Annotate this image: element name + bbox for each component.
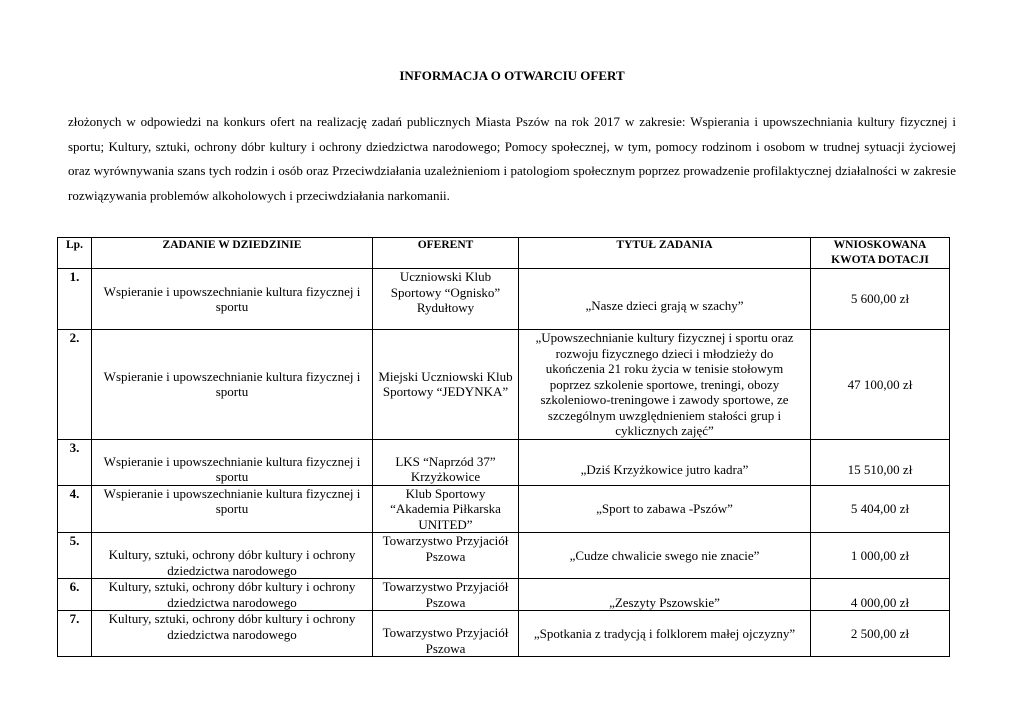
row-lp: 2. bbox=[58, 330, 92, 440]
table-row bbox=[58, 330, 950, 440]
offers-table bbox=[57, 237, 950, 657]
header-lp: Lp. bbox=[58, 238, 92, 269]
row-kwota: 15 510,00 zł bbox=[811, 439, 950, 485]
table-row bbox=[58, 439, 950, 485]
header-kwota: WNIOSKOWANA KWOTA DOTACJI bbox=[811, 238, 950, 269]
row-zadanie: Kultury, sztuki, ochrony dóbr kultury i ochrony dziedzictwa narodowego bbox=[92, 611, 373, 657]
row-tytul: „Upowszechnianie kultury fizycznej i sportu oraz rozwoju fizycznego dzieci i młodzieży do ukończenia 21 roku życia w tenisie stołowym poprzez szkolenie sportowe, treningi, obozy szkoleniowo-treningowe i zawody sportowe, ze szczególnym uwzględnieniem stałości grup i cyklicznych zajęć” bbox=[519, 330, 811, 440]
intro-paragraph: złożonych w odpowiedzi na konkurs ofert na realizację zadań publicznych Miasta Pszów na rok 2017 w zakresie: Wspierania i upowszechniania kultury fizycznej i sportu; Kultury, sztuki, ochrony dóbr kultury i ochrony dziedzictwa narodowego; Pomocy społecznej, w tym, pomocy rodzinom i osobom w trudnej sytuacji życiowej oraz wyrównywania szans tych rodzin i osób oraz Przeciwdziałania uzależnieniom i patologiom społecznym poprzez prowadzenie profilaktycznej działalności w zakresie rozwiązywania problemów alkoholowych i przeciwdziałania narkomanii. bbox=[68, 114, 956, 203]
row-oferent: Towarzystwo Przyjaciół Pszowa bbox=[373, 533, 519, 579]
row-kwota: 4 000,00 zł bbox=[811, 579, 950, 611]
row-lp: 4. bbox=[58, 485, 92, 533]
row-tytul: „Sport to zabawa -Pszów” bbox=[519, 485, 811, 533]
row-zadanie: Wspieranie i upowszechnianie kultura fizycznej i sportu bbox=[92, 485, 373, 533]
row-kwota: 5 600,00 zł bbox=[811, 269, 950, 330]
row-zadanie: Kultury, sztuki, ochrony dóbr kultury i ochrony dziedzictwa narodowego bbox=[92, 533, 373, 579]
row-tytul: „Spotkania z tradycją i folklorem małej ojczyzny” bbox=[519, 611, 811, 657]
row-kwota: 1 000,00 zł bbox=[811, 533, 950, 579]
row-kwota: 5 404,00 zł bbox=[811, 485, 950, 533]
row-kwota: 2 500,00 zł bbox=[811, 611, 950, 657]
row-tytul: „Dziś Krzyżkowice jutro kadra” bbox=[519, 439, 811, 485]
header-zadanie: ZADANIE W DZIEDZINIE bbox=[92, 238, 373, 269]
table-row bbox=[58, 269, 950, 330]
table-row bbox=[58, 579, 950, 611]
table-row bbox=[58, 485, 950, 533]
table-row bbox=[58, 611, 950, 657]
row-zadanie: Wspieranie i upowszechnianie kultura fizycznej i sportu bbox=[92, 439, 373, 485]
row-oferent: Klub Sportowy “Akademia Piłkarska UNITED” bbox=[373, 485, 519, 533]
row-oferent: Towarzystwo Przyjaciół Pszowa bbox=[373, 579, 519, 611]
document-title: INFORMACJA O OTWARCIU OFERT bbox=[399, 68, 625, 83]
table-row bbox=[58, 533, 950, 579]
header-oferent: OFERENT bbox=[373, 238, 519, 269]
row-lp: 6. bbox=[58, 579, 92, 611]
table-header-row bbox=[58, 238, 950, 269]
row-tytul: „Zeszyty Pszowskie” bbox=[519, 579, 811, 611]
row-oferent: Miejski Uczniowski Klub Sportowy “JEDYNKA” bbox=[373, 330, 519, 440]
row-zadanie: Wspieranie i upowszechnianie kultura fizycznej i sportu bbox=[92, 269, 373, 330]
row-lp: 5. bbox=[58, 533, 92, 579]
row-zadanie: Kultury, sztuki, ochrony dóbr kultury i ochrony dziedzictwa narodowego bbox=[92, 579, 373, 611]
row-kwota: 47 100,00 zł bbox=[811, 330, 950, 440]
row-tytul: „Cudze chwalicie swego nie znacie” bbox=[519, 533, 811, 579]
row-oferent: Towarzystwo Przyjaciół Pszowa bbox=[373, 611, 519, 657]
row-tytul: „Nasze dzieci grają w szachy” bbox=[519, 269, 811, 330]
row-lp: 7. bbox=[58, 611, 92, 657]
row-zadanie: Wspieranie i upowszechnianie kultura fizycznej i sportu bbox=[92, 330, 373, 440]
row-lp: 3. bbox=[58, 439, 92, 485]
row-lp: 1. bbox=[58, 269, 92, 330]
row-oferent: Uczniowski Klub Sportowy “Ognisko” Rydułtowy bbox=[373, 269, 519, 330]
row-oferent: LKS “Naprzód 37” Krzyżkowice bbox=[373, 439, 519, 485]
header-tytul: TYTUŁ ZADANIA bbox=[519, 238, 811, 269]
